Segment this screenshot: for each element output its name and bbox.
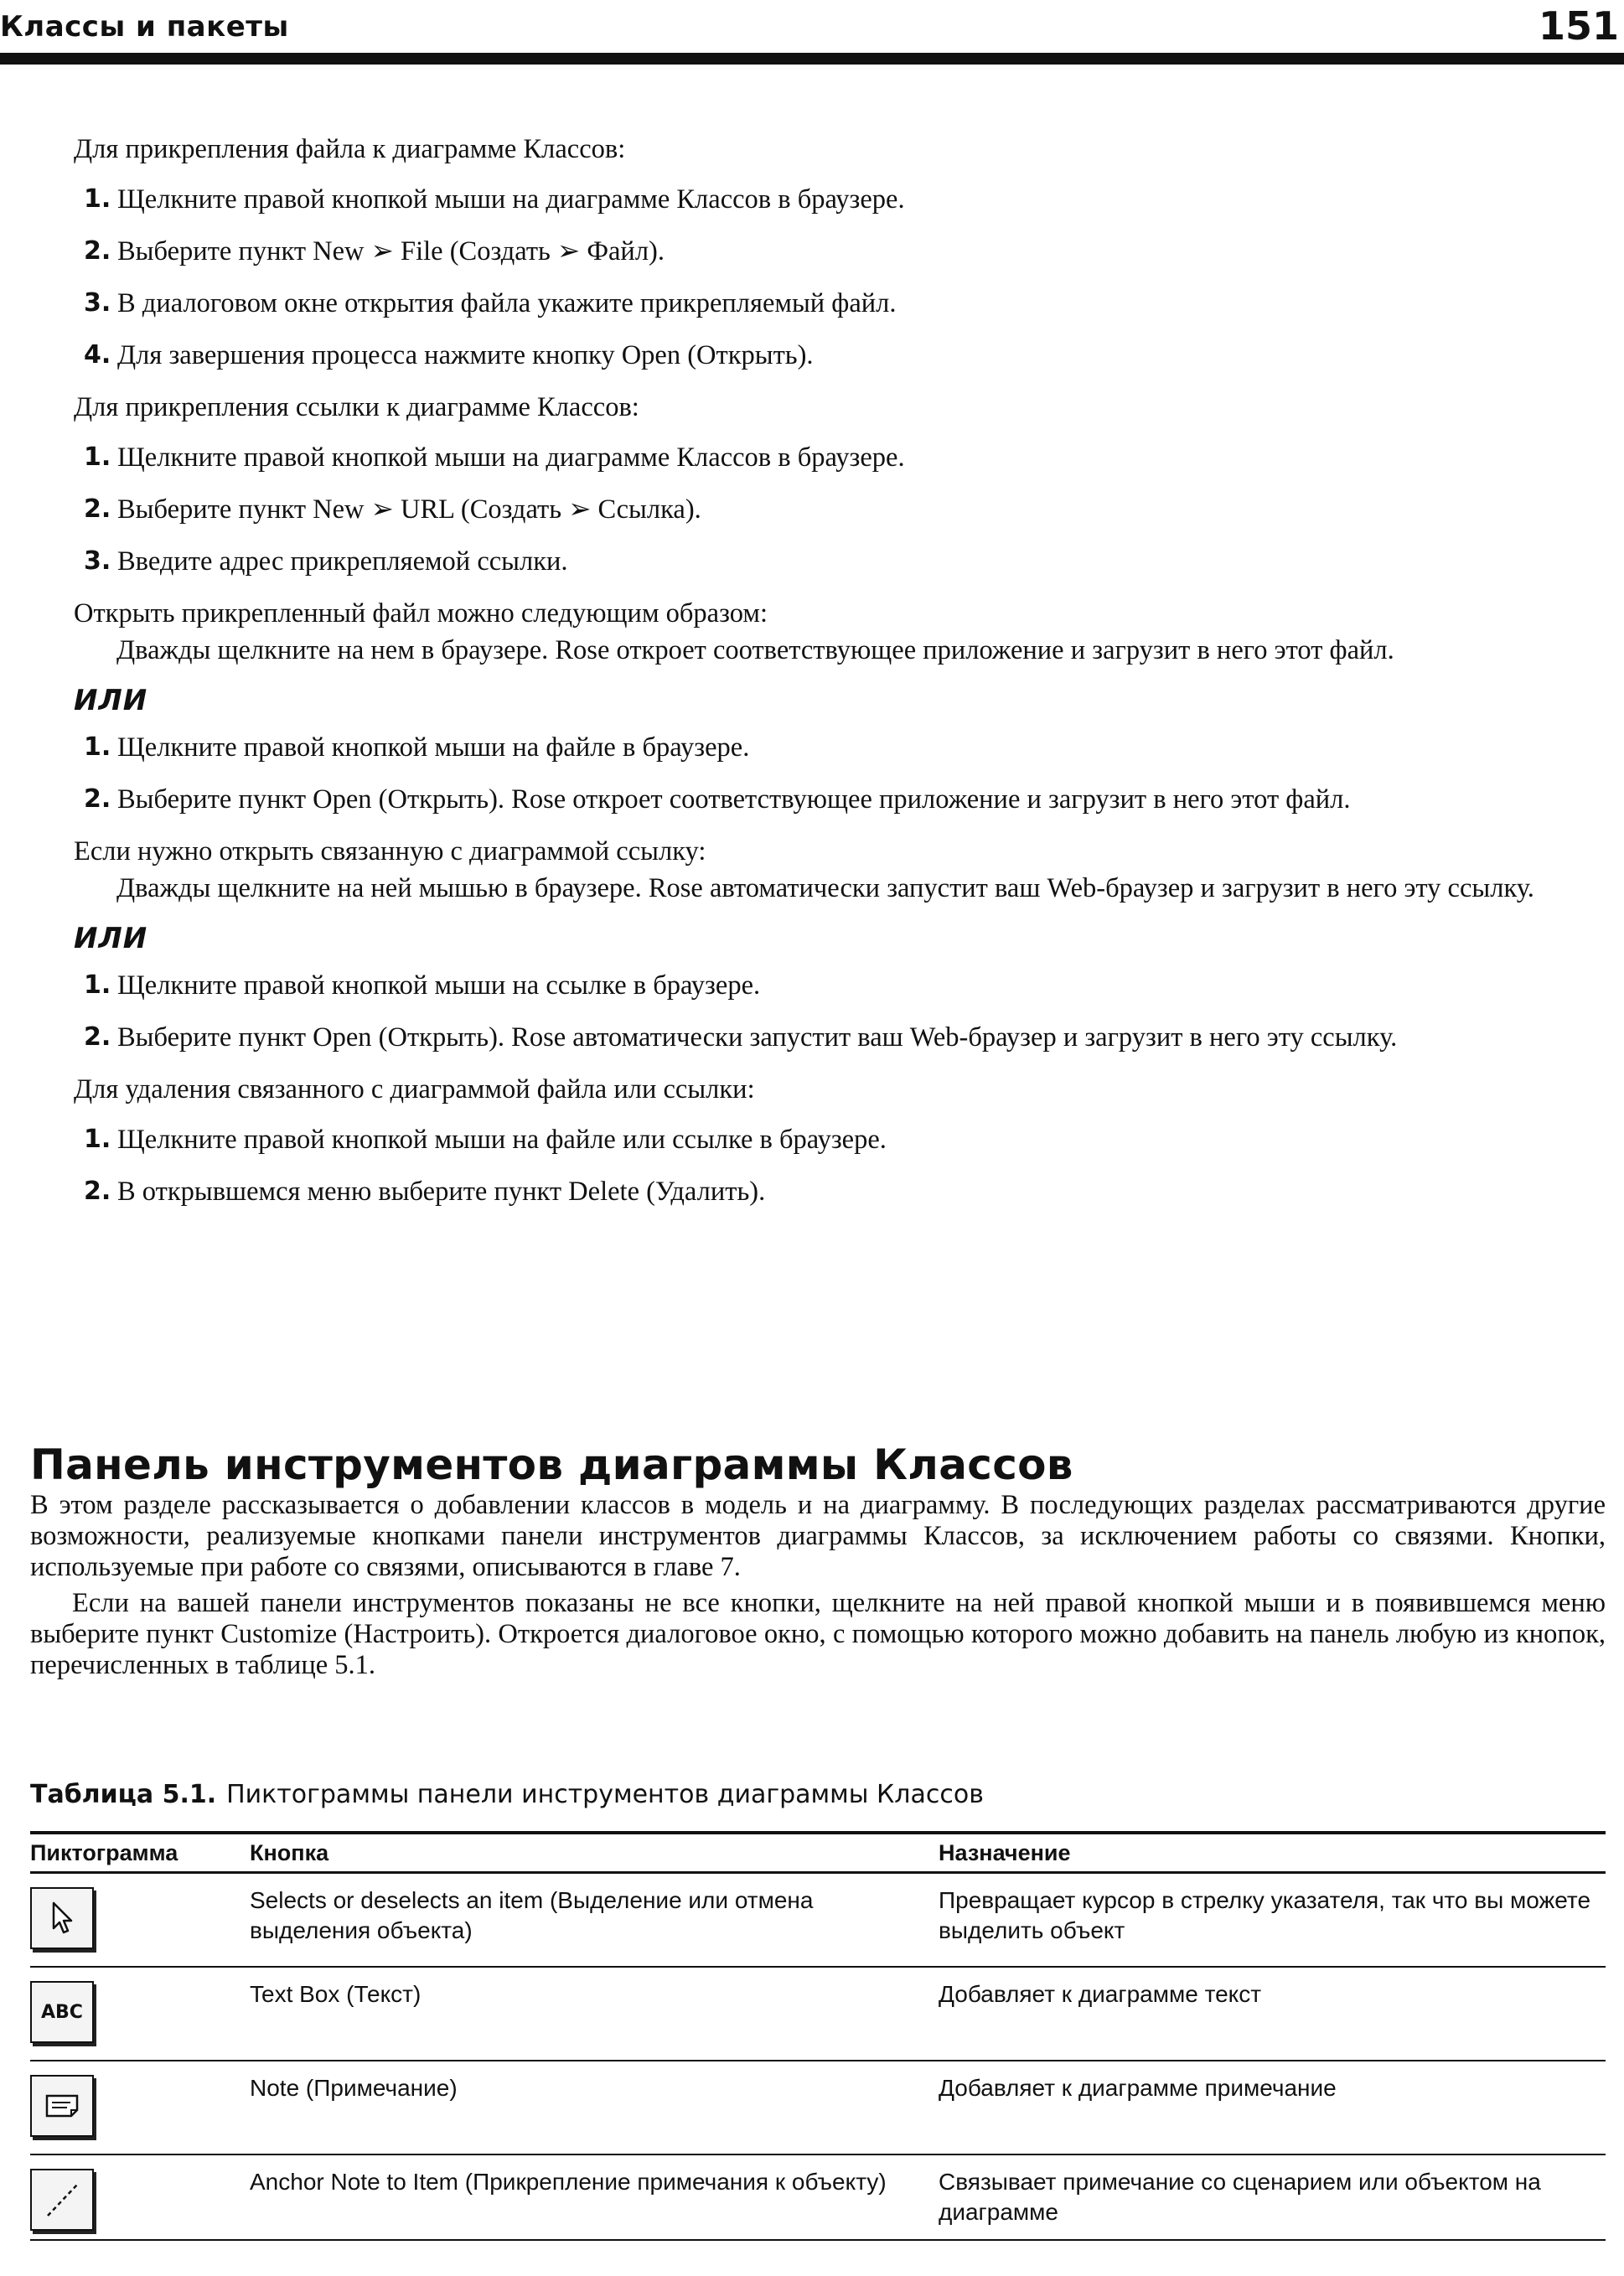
- step-text: В открывшемся меню выберите пункт Delete (Удалить).: [117, 1177, 766, 1207]
- step-number: 2.: [84, 1177, 111, 1206]
- step-text: Выберите пункт New ➢ File (Создать ➢ Файл).: [117, 236, 665, 266]
- table-cell-button: Anchor Note to Item (Прикрепление примечания к объекту): [250, 2169, 887, 2195]
- or-label: ИЛИ: [74, 922, 148, 955]
- table-caption: [30, 1780, 984, 1809]
- step-text: Выберите пункт New ➢ URL (Создать ➢ Ссылка).: [117, 494, 701, 525]
- step-number: 2.: [84, 236, 111, 266]
- table-cell-button: Note (Примечание): [250, 2075, 458, 2101]
- running-head-title: Классы и пакеты: [0, 10, 289, 44]
- section-class-diagram-toolbar: [30, 1440, 1606, 1681]
- steps-attach-url: [74, 439, 1609, 580]
- step-text: Щелкните правой кнопкой мыши на диаграмме Классов в браузере.: [117, 184, 905, 215]
- table-caption-label: Таблица 5.1.: [30, 1780, 217, 1809]
- select-arrow-icon: [30, 1887, 94, 1949]
- table-cell-purpose: Добавляет к диаграмме текст: [939, 1981, 1262, 2007]
- paragraph-delete: Для удаления связанного с диаграммой файла или ссылки:: [74, 1074, 755, 1104]
- list-item: [84, 439, 1609, 476]
- list-item: [84, 337, 1609, 374]
- steps-delete: [74, 1121, 1609, 1210]
- list-item: [84, 781, 1609, 818]
- list-item: [84, 1121, 1609, 1158]
- note-icon: [30, 2075, 94, 2137]
- anchor-note-icon: [30, 2169, 94, 2231]
- step-number: 1.: [84, 732, 111, 762]
- step-text: Выберите пункт Open (Открыть). Rose автоматически запустит ваш Web-браузер и загрузит в него эту ссылку.: [117, 1022, 1398, 1053]
- list-item: [84, 181, 1609, 218]
- list-item: [84, 1173, 1609, 1210]
- icons-table: [30, 1831, 1606, 2241]
- or-label: ИЛИ: [74, 684, 148, 717]
- paragraph-open-file: Открыть прикрепленный файл можно следующим образом:: [74, 598, 768, 628]
- body-text: [74, 131, 1609, 1225]
- table-cell-button: Selects or deselects an item (Выделение или отмена выделения объекта): [250, 1887, 814, 1943]
- list-item: [84, 967, 1609, 1004]
- header-rule: [0, 53, 1624, 65]
- step-number: 1.: [84, 1125, 111, 1154]
- table-cell-purpose: Добавляет к диаграмме примечание: [939, 2075, 1337, 2101]
- page-number: 151: [1538, 3, 1619, 49]
- column-header-icon: Пиктограмма: [30, 1839, 178, 1865]
- step-text: Введите адрес прикрепляемой ссылки.: [117, 546, 568, 577]
- step-number: 1.: [84, 970, 111, 1000]
- step-number: 2.: [84, 494, 111, 524]
- step-number: 4.: [84, 340, 111, 370]
- column-header-purpose: Назначение: [939, 1839, 1071, 1865]
- step-number: 3.: [84, 546, 111, 576]
- step-number: 2.: [84, 1022, 111, 1052]
- step-text: Для завершения процесса нажмите кнопку Open (Открыть).: [117, 340, 814, 370]
- list-item: [84, 1019, 1609, 1056]
- paragraph-open-file-detail: Дважды щелкните на нем в браузере. Rose откроет соответствующее приложение и загрузит в него этот файл.: [116, 635, 1394, 665]
- table-cell-purpose: Связывает примечание со сценарием или объектом на диаграмме: [939, 2169, 1541, 2225]
- list-item: [84, 491, 1609, 528]
- table-header-row: [30, 1834, 1606, 1874]
- steps-attach-file: [74, 181, 1609, 374]
- step-number: 1.: [84, 442, 111, 472]
- paragraph-attach-url: Для прикрепления ссылки к диаграмме Классов:: [74, 392, 639, 422]
- table-row: [30, 1874, 1606, 1968]
- list-item: [84, 543, 1609, 580]
- section-paragraph: Если на вашей панели инструментов показаны не все кнопки, щелкните на ней правой кнопкой мыши и в появившемся меню выберите пункт Customize (Настроить). Откроется диалоговое окно, с помощью которого можно добавить на панель любую из кнопок, перечисленных в таблице 5.1.: [30, 1588, 1606, 1680]
- running-head: [0, 0, 1624, 59]
- step-text: В диалоговом окне открытия файла укажите прикрепляемый файл.: [117, 288, 897, 318]
- step-number: 3.: [84, 288, 111, 318]
- table-cell-purpose: Превращает курсор в стрелку указателя, так что вы можете выделить объект: [939, 1887, 1591, 1943]
- table-caption-text: Пиктограммы панели инструментов диаграммы Классов: [226, 1780, 984, 1809]
- table-row: [30, 1968, 1606, 2061]
- list-item: [84, 233, 1609, 270]
- list-item: [84, 285, 1609, 322]
- step-number: 1.: [84, 184, 111, 214]
- text-box-icon: [30, 1981, 94, 2043]
- table-cell-button: Text Box (Текст): [250, 1981, 422, 2007]
- table-row: [30, 2155, 1606, 2241]
- table-row: [30, 2061, 1606, 2155]
- column-header-button: Кнопка: [250, 1839, 329, 1865]
- section-paragraph: В этом разделе рассказывается о добавлении классов в модель и на диаграмму. В последующих разделах рассматриваются другие возможности, реализуемые кнопками панели инструментов диаграммы Классов, за исключением работы со связями. Кнопки, используемые при работе со связями, описываются в главе 7.: [30, 1490, 1606, 1582]
- text-box-icon-label: ABC: [41, 2001, 83, 2023]
- step-number: 2.: [84, 784, 111, 814]
- step-text: Щелкните правой кнопкой мыши на ссылке в браузере.: [117, 970, 761, 1001]
- paragraph-attach-file: Для прикрепления файла к диаграмме Классов:: [74, 134, 626, 164]
- step-text: Щелкните правой кнопкой мыши на файле в браузере.: [117, 732, 750, 763]
- step-text: Щелкните правой кнопкой мыши на диаграмме Классов в браузере.: [117, 442, 905, 473]
- steps-open-url: [74, 967, 1609, 1056]
- steps-open-file: [74, 729, 1609, 818]
- section-heading: Панель инструментов диаграммы Классов: [30, 1441, 1073, 1489]
- step-text: Выберите пункт Open (Открыть). Rose откроет соответствующее приложение и загрузит в него этот файл.: [117, 784, 1351, 815]
- paragraph-open-url: Если нужно открыть связанную с диаграммой ссылку:: [74, 836, 706, 866]
- step-text: Щелкните правой кнопкой мыши на файле или ссылке в браузере.: [117, 1125, 887, 1155]
- list-item: [84, 729, 1609, 766]
- paragraph-open-url-detail: Дважды щелкните на ней мышью в браузере. Rose автоматически запустит ваш Web-браузер и загрузит в него эту ссылку.: [116, 873, 1534, 903]
